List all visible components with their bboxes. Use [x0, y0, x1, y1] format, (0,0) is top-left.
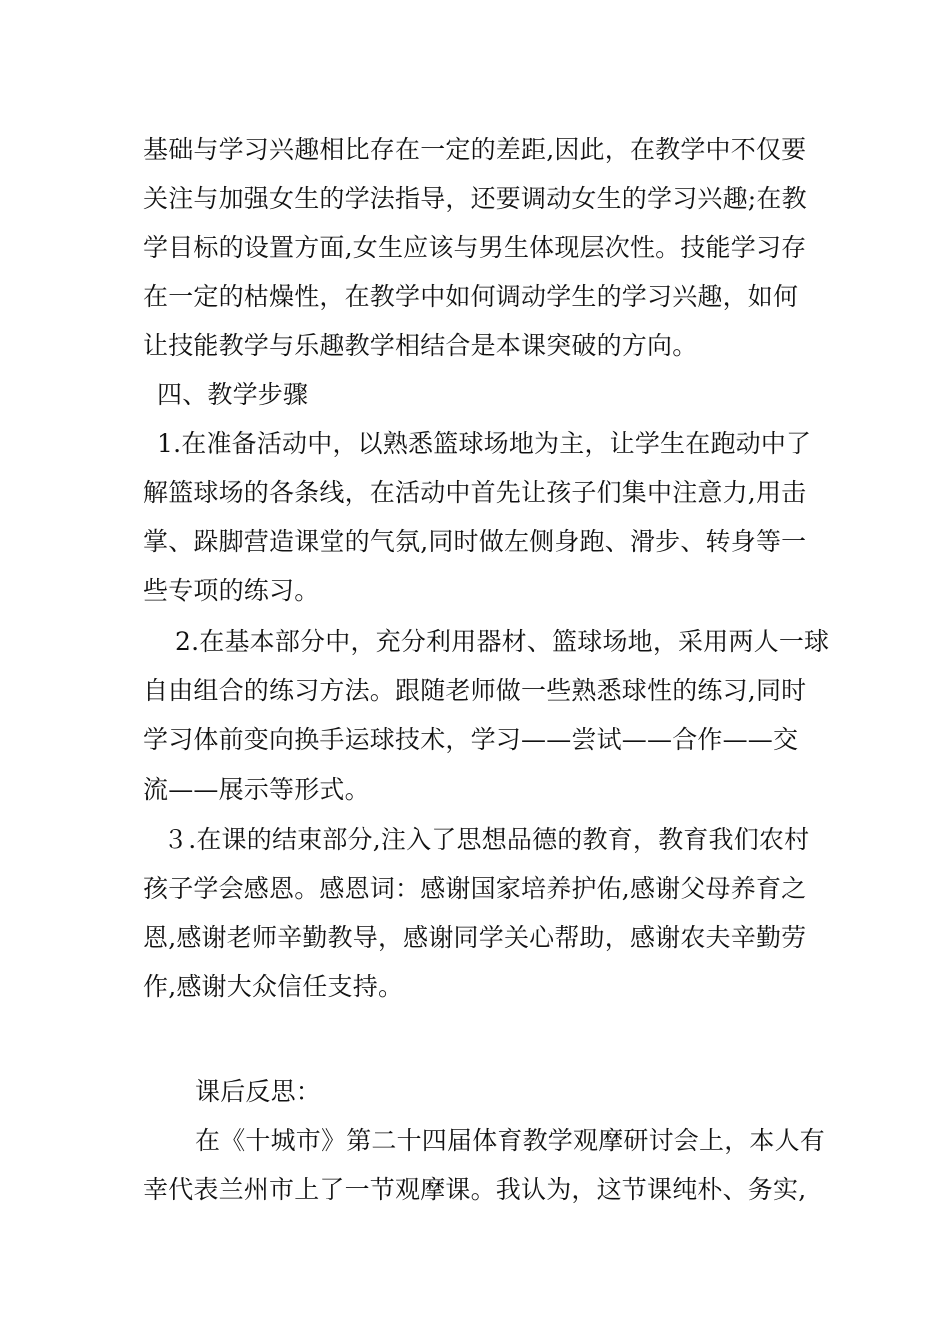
step-1-line: 掌、跺脚营造课堂的气氛,同时做左侧身跑、滑步、转身等一	[143, 527, 807, 556]
reflection-line: 在《十城市》第二十四届体育教学观摩研讨会上，本人有	[195, 1126, 826, 1155]
step-3-line: 恩,感谢老师辛勤教导，感谢同学关心帮助，感谢农夫辛勤劳	[143, 923, 807, 952]
paragraph-line: 学目标的设置方面,女生应该与男生体现层次性。技能学习存	[143, 233, 807, 262]
step-1-line: 1.在准备活动中，以熟悉篮球场地为主，让学生在跑动中了	[157, 429, 812, 458]
reflection-line: 幸代表兰州市上了一节观摩课。我认为，这节课纯朴、务实,	[143, 1175, 807, 1204]
paragraph-line: 让技能教学与乐趣教学相结合是本课突破的方向。	[143, 331, 698, 360]
section-heading: 四、教学步骤	[157, 380, 309, 409]
paragraph-line: 关注与加强女生的学法指导，还要调动女生的学习兴趣;在教	[143, 184, 807, 213]
step-1-line: 解篮球场的各条线，在活动中首先让孩子们集中注意力,用击	[143, 478, 807, 507]
step-2-line: 流——展示等形式。	[143, 775, 370, 804]
step-3-line: ３.在课的结束部分,注入了思想品德的教育，教育我们农村	[163, 825, 810, 854]
step-3-line: 作,感谢大众信任支持。	[143, 972, 404, 1001]
step-1-line: 些专项的练习。	[143, 576, 320, 605]
step-3-line: 孩子学会感恩。感恩词：感谢国家培养护佑,感谢父母养育之	[143, 874, 807, 903]
step-2-line: 学习体前变向换手运球技术，学习——尝试——合作——交	[143, 725, 799, 754]
reflection-heading: 课后反思：	[195, 1077, 322, 1106]
paragraph-line: 基础与学习兴趣相比存在一定的差距,因此，在教学中不仅要	[143, 135, 807, 164]
step-2-line: 自由组合的练习方法。跟随老师做一些熟悉球性的练习,同时	[143, 676, 807, 705]
step-2-line: 2.在基本部分中，充分利用器材、篮球场地，采用两人一球	[175, 627, 830, 656]
paragraph-line: 在一定的枯燥性，在教学中如何调动学生的学习兴趣，如何	[143, 282, 799, 311]
